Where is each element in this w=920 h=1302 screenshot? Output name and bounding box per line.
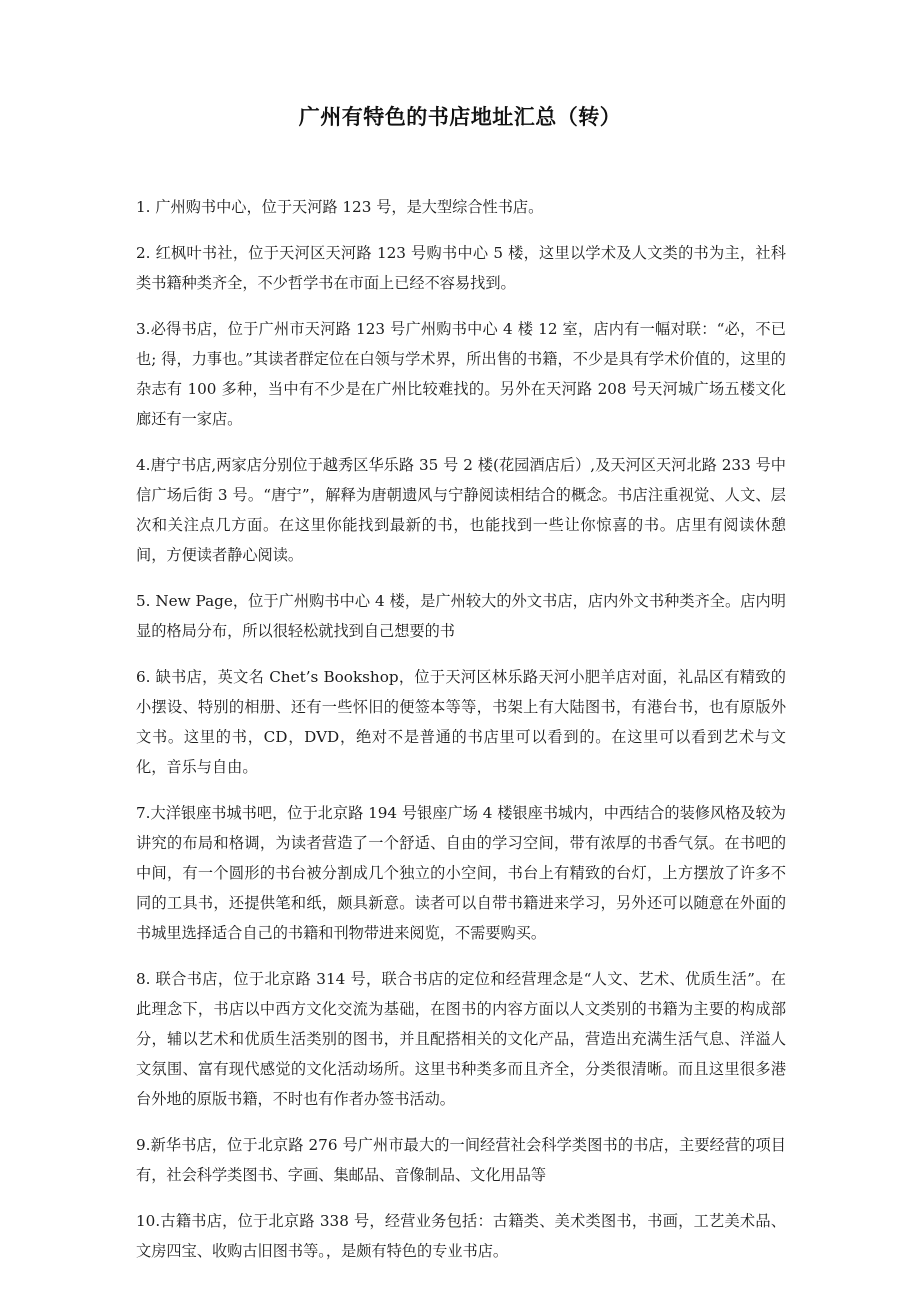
paragraph-item-9: 9.新华书店，位于北京路 276 号广州市最大的一间经营社会科学类图书的书店，主要经营的项目有，社会科学类图书、字画、集邮品、音像制品、文化用品等: [136, 1136, 786, 1184]
paragraph-item-3: 3.必得书店，位于广州市天河路 123 号广州购书中心 4 楼 12 室，店内有一幅对联：“必，不已也; 得，力事也。”其读者群定位在白领与学术界，所出售的书籍，不少是具有学术价值的，这里的杂志有 100 多种，当中有不少是在广州比较难找的。另外在天河路 208 号天河城广场五楼文化廊还有一家店。: [136, 320, 786, 428]
paragraph-item-8: 8. 联合书店，位于北京路 314 号，联合书店的定位和经营理念是“人文、艺术、优质生活”。在此理念下，书店以中西方文化交流为基础，在图书的内容方面以人文类别的书籍为主要的构成部分，辅以艺术和优质生活类别的图书，并且配搭相关的文化产品，营造出充满生活气息、洋溢人文氛围、富有现代感觉的文化活动场所。这里书种类多而且齐全，分类很清晰。而且这里很多港台外地的原版书籍，不时也有作者办签书活动。: [136, 970, 786, 1108]
paragraph-item-7: 7.大洋银座书城书吧，位于北京路 194 号银座广场 4 楼银座书城内，中西结合的装修风格及较为讲究的布局和格调，为读者营造了一个舒适、自由的学习空间，带有浓厚的书香气氛。在书吧的中间，有一个圆形的书台被分割成几个独立的小空间，书台上有精致的台灯，上方摆放了许多不同的工具书，还提供笔和纸，颇具新意。读者可以自带书籍进来学习，另外还可以随意在外面的书城里选择适合自己的书籍和刊物带进来阅览，不需要购买。: [136, 804, 786, 942]
paragraph-item-2: 2. 红枫叶书社，位于天河区天河路 123 号购书中心 5 楼，这里以学术及人文类的书为主，社科类书籍种类齐全，不少哲学书在市面上已经不容易找到。: [136, 244, 786, 292]
paragraph-item-5: 5. New Page，位于广州购书中心 4 楼，是广州较大的外文书店，店内外文书种类齐全。店内明显的格局分布，所以很轻松就找到自己想要的书: [136, 592, 786, 640]
paragraph-item-6: 6. 缺书店，英文名 Chet’s Bookshop，位于天河区林乐路天河小肥羊店对面，礼品区有精致的小摆设、特别的相册、还有一些怀旧的便签本等等，书架上有大陆图书，有港台书，也有原版外文书。这里的书，CD，DVD，绝对不是普通的书店里可以看到的。在这里可以看到艺术与文化，音乐与自由。: [136, 668, 786, 776]
paragraph-item-4: 4.唐宁书店,两家店分别位于越秀区华乐路 35 号 2 楼(花园酒店后）,及天河区天河北路 233 号中信广场后街 3 号。“唐宁”，解释为唐朝遗风与宁静阅读相结合的概念。书店注重视觉、人文、层次和关注点几方面。在这里你能找到最新的书，也能找到一些让你惊喜的书。店里有阅读休憩间，方便读者静心阅读。: [136, 456, 786, 564]
page-title: 广州有特色的书店地址汇总（转）: [298, 105, 622, 129]
document-body: [136, 192, 786, 1266]
paragraph-item-10: 10.古籍书店，位于北京路 338 号，经营业务包括：古籍类、美术类图书，书画，工艺美术品、文房四宝、收购古旧图书等。，是颇有特色的专业书店。: [136, 1212, 786, 1260]
paragraph-item-1: 1. 广州购书中心，位于天河路 123 号，是大型综合性书店。: [136, 198, 544, 216]
